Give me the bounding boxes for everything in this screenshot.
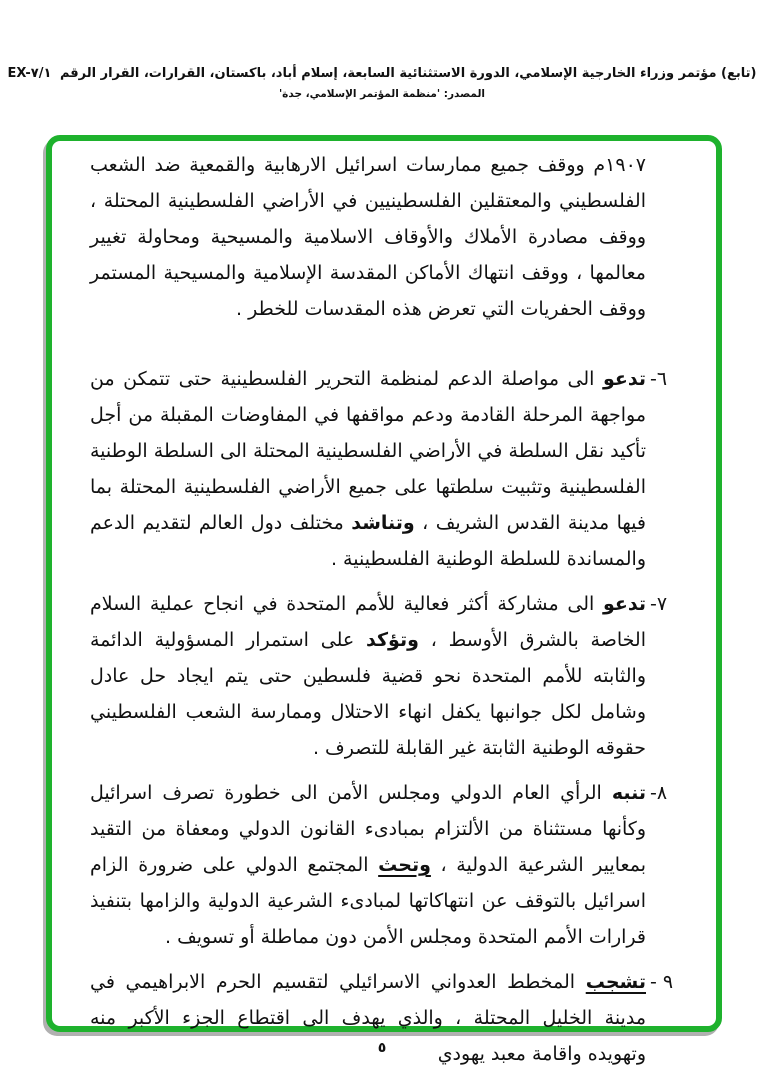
item-text-7: تدعو الى مشاركة أكثر فعالية للأمم المتحدة في انجاح عملية السلام الخاصة بالشرق الأوسط ، وتؤكد على استمرار المسؤولية الدائمة والثابته للأمم المتحدة نحو قضية فلسطين حتى يتم ايجاد حل عادل وشامل لكل جوانبها يكفل انهاء الاحتلال وممارسة الشعب الفلسطيني حقوقه الوطنية الثابتة غير القابلة للتصرف . [90,593,646,759]
resolution-item-6 [90,361,668,577]
item-number-8: ٨- [650,782,668,804]
item-text-6: تدعو الى مواصلة الدعم لمنظمة التحرير الفلسطينية حتى تتمكن من مواجهة المرحلة القادمة ودعم مواقفها في المفاوضات المقبلة من أجل تأكيد نقل السلطة في الأراضي الفلسطينية المحتلة الى السلطة الوطنية الفلسطينية وتثبيت سلطتها على جميع الأراضي الفلسطينية المحتلة بما فيها مدينة القدس الشريف ، وتناشد مختلف دول العالم لتقديم الدعم والمساندة للسلطة الوطنية الفلسطينية . [90,368,646,570]
document-body [90,147,674,1081]
resolution-code: EX-٧/١ [7,66,52,81]
item-number-9: ٩ - [650,971,674,993]
paragraph-continuation: ١٩٠٧م ووقف جميع ممارسات اسرائيل الارهابية والقمعية ضد الشعب الفلسطيني والمعتقلين الفلسطينيين في الأراضي الفلسطينية المحتلة ، ووقف مصادرة الأملاك والأوقاف الاسلامية والمسيحية ومحاولة تغيير معالمها ، ووقف انتهاك الأماكن المقدسة الإسلامية والمسيحية المستمر ووقف الحفريات التي تعرض هذه المقدسات للخطر . [90,154,646,320]
header-title-text: (تابع) مؤتمر وزراء الخارجية الإسلامي، الدورة الاستثنائية السابعة، إسلام أباد، باكستان، القرارات، القرار الرقم [59,66,757,81]
item-number-7: ٧- [650,593,668,615]
page-number: ٥ [377,1040,387,1056]
resolution-item-7 [90,586,668,766]
resolution-item-8 [90,775,668,955]
item-number-6: ٦- [650,368,668,390]
document-header [0,66,764,100]
header-title-line [0,66,764,81]
green-border-box [46,135,722,1065]
item-text-9: تشجب المخطط العدواني الاسرائيلي لتقسيم الحرم الابراهيمي في مدينة الخليل المحتلة ، والذي يهدف الى اقتطاع الجزء الأكبر منه وتهويده واقامة معبد يهودي [90,971,646,1065]
item-text-8: تنبه الرأي العام الدولي ومجلس الأمن الى خطورة تصرف اسرائيل وكأنها مستثناة من الألتزام بمبادىء القانون الدولي ومعفاة من التقيد بمعايير الشرعية الدولية ، وتحث المجتمع الدولي على ضرورة الزام اسرائيل بالتوقف عن انتهاكاتها لمبادىء الشرعية الدولية والزامها بتنفيذ قرارات الأمم المتحدة ومجلس الأمن دون مماطلة أو تسويف . [90,782,646,948]
header-source-line: المصدر: 'منظمة المؤتمر الإسلامي، جدة' [278,88,486,100]
